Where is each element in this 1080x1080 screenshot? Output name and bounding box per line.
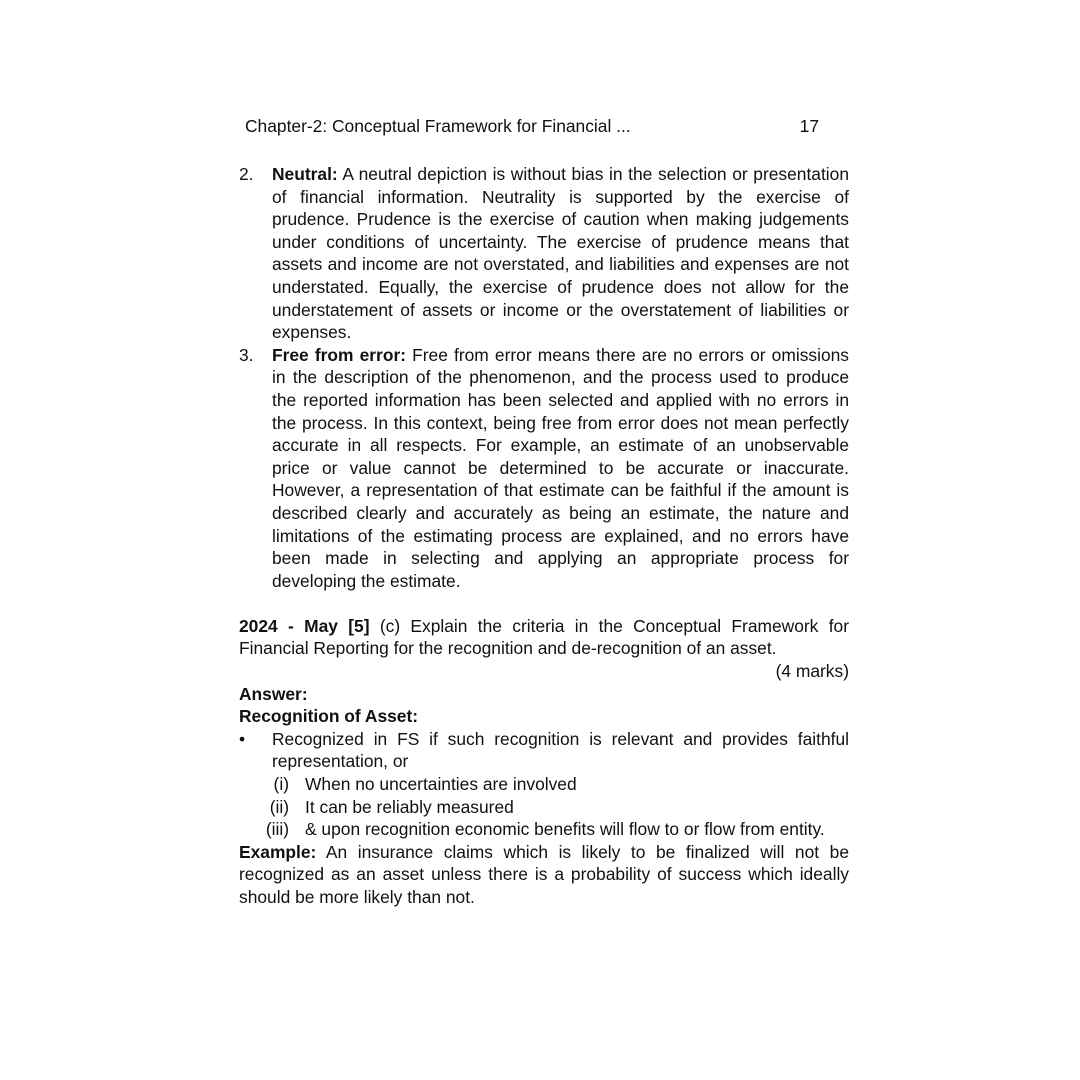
sub-list-text: It can be reliably measured	[305, 796, 514, 817]
chapter-title: Chapter-2: Conceptual Framework for Financial ...	[245, 116, 631, 136]
bullet-text: Recognized in FS if such recognition is relevant and provides faithful representation, or	[272, 728, 849, 772]
term-neutral: Neutral:	[272, 164, 338, 184]
sub-list-marker: (ii)	[269, 796, 289, 817]
bullet-item	[239, 728, 849, 773]
running-header	[245, 115, 819, 138]
exam-question	[239, 615, 849, 660]
term-free-from-error: Free from error:	[272, 344, 407, 365]
page-content	[239, 163, 849, 909]
sub-list-item	[239, 796, 849, 819]
list-item-body	[272, 163, 849, 344]
sub-list-item	[239, 818, 849, 841]
term-neutral-text: A neutral depiction is without bias in the selection or presentation of financial information. Neutrality is supported by the exercise of prudence. Prudence is the exercise of caution when making judgements under conditions of uncertainty. The exercise of prudence means that assets and income are not overstated, and liabilities and expenses are not understated. Equally, the exercise of prudence does not allow for the understatement of assets or income or the overstatement of liabilities or expenses.	[272, 164, 849, 343]
sub-list-text: When no uncertainties are involved	[305, 774, 577, 795]
question-text: (c) Explain the criteria in the Conceptual Framework for Financial Reporting for the recognition and de-recognition of an asset.	[239, 615, 849, 659]
answer-subheading: Recognition of Asset:	[239, 706, 419, 727]
page-number: 17	[799, 116, 819, 136]
bullet-marker: •	[239, 728, 246, 749]
answer-label: Answer:	[239, 683, 308, 704]
list-number: 2.	[239, 164, 254, 184]
sub-list-item	[239, 773, 849, 796]
sub-list-marker: (iii)	[265, 819, 289, 840]
term-free-from-error-text: Free from error means there are no errors or omissions in the description of the phenomenon, and the process used to produce the reported information has been selected and applied with no errors in the process. In this context, being free from error does not mean perfectly accurate in all respects. For example, an estimate of an unobservable price or value cannot be determined to be accurate or inaccurate. However, a representation of that estimate can be faithful if the amount is described clearly and accurately as being an estimate, the nature and limitations of the estimating process are explained, and no errors have been made in selecting and applying an appropriate process for developing the estimate.	[272, 344, 849, 591]
list-item-free-from-error	[239, 344, 849, 593]
sub-list-text: & upon recognition economic benefits will flow to or flow from entity.	[305, 819, 825, 840]
list-item-body	[272, 344, 849, 593]
question-reference: 2024 - May [5]	[239, 615, 370, 636]
question-marks: (4 marks)	[775, 661, 849, 682]
sub-list-marker: (i)	[273, 774, 289, 795]
example-paragraph	[239, 841, 849, 909]
example-label: Example:	[239, 841, 317, 862]
example-text: An insurance claims which is likely to be finalized will not be recognized as an asset unless there is a probability of success which ideally should be more likely than not.	[239, 841, 849, 907]
list-number: 3.	[239, 344, 254, 365]
list-item-neutral	[239, 163, 849, 344]
